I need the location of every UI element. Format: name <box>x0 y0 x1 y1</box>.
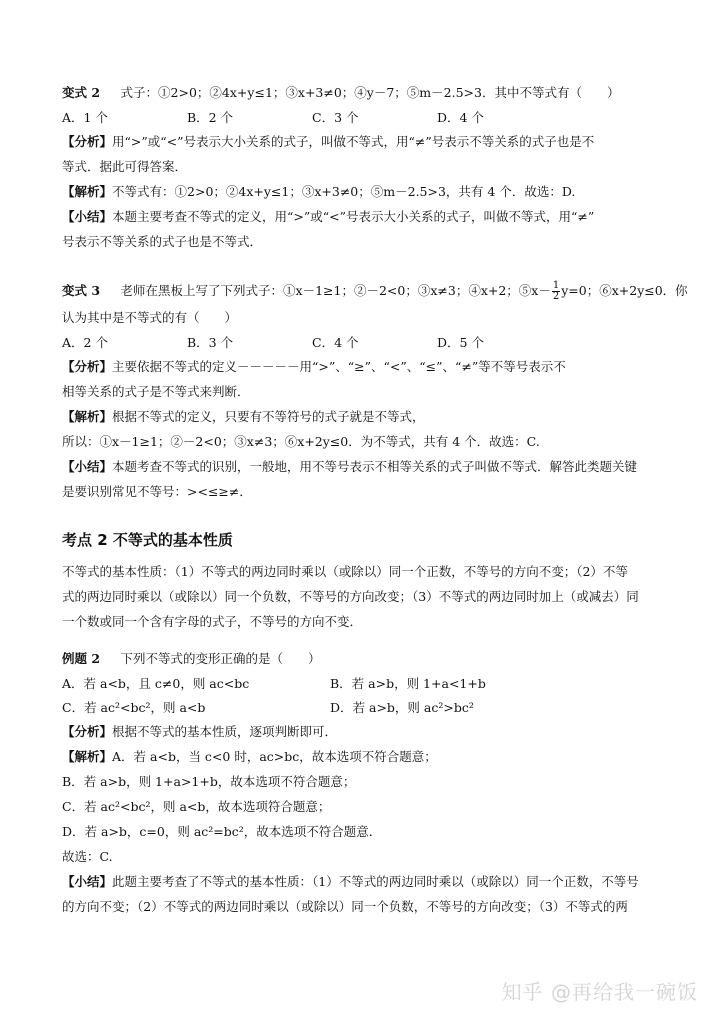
variant3-options <box>62 333 662 351</box>
analysis-tag: 【分析】 <box>62 724 113 739</box>
variant2-analysis-1: 用“>”或“<”号表示大小关系的式子，叫做不等式，用“≠”号表示不等关系的式子也是不 <box>112 134 595 149</box>
variant2-question-text: 式子：①2>0；②4x+y≤1；③x+3≠0；④y－7；⑤m－2.5>3．其中不等式有（ ） <box>120 85 620 100</box>
section-title: 考点 2 不等式的基本性质 <box>62 531 233 549</box>
variant2-option-a: A．1 个 <box>62 110 108 125</box>
variant2-option-c: C．3 个 <box>312 110 359 125</box>
variant3-summary <box>62 458 662 476</box>
example2-question-text: 下列不等式的变形正确的是（ ） <box>120 651 321 666</box>
analysis-tag: 【分析】 <box>62 359 113 374</box>
variant2-solution-text: 不等式有：①2>0；②4x+y≤1；③x+3≠0；⑤m－2.5>3，共有 4 个．故选：D. <box>112 184 576 199</box>
variant2-options <box>62 108 662 126</box>
fraction-denominator: 2 <box>552 291 560 302</box>
example2-choice: 故选：C. <box>62 849 113 864</box>
summary-tag: 【小结】 <box>62 874 113 889</box>
example2-question <box>62 650 662 668</box>
variant3-question-post: y=0；⑥x+2y≤0．你 <box>561 283 688 298</box>
solution-tag: 【解析】 <box>62 409 113 424</box>
example2-solution-d: D．若 a>b，c=0，则 ac²=bc²，故本选项不符合题意． <box>62 824 382 839</box>
variant3-solution-2: 所以：①x－1≥1；②－2<0；③x≠3；⑥x+2y≤0．为不等式，共有 4 个．故选：C. <box>62 434 540 449</box>
example2-summary-2: 的方向不变；（2）不等式的两边同时乘以（或除以）同一个负数，不等号的方向改变；（3）不等式的两 <box>62 899 628 914</box>
section-body-2: 式的两边同时乘以（或除以）同一个负数，不等号的方向改变；（3）不等式的两边同时加上（或减去）同 <box>62 589 639 604</box>
variant2-option-b: B．2 个 <box>187 110 234 125</box>
example2-option-c: C．若 ac²<bc²，则 a<b <box>62 700 206 715</box>
solution-tag: 【解析】 <box>62 749 113 764</box>
example2-summary-1: 此题主要考查了不等式的基本性质：（1）不等式的两边同时乘以（或除以）同一个正数，不等号 <box>112 874 639 889</box>
example2-analysis-text: 根据不等式的基本性质，逐项判断即可． <box>112 724 338 739</box>
analysis-tag: 【分析】 <box>62 134 113 149</box>
variant2-question <box>62 84 662 102</box>
variant3-option-d: D．5 个 <box>437 335 484 350</box>
solution-tag: 【解析】 <box>62 184 113 199</box>
variant3-option-a: A．2 个 <box>62 335 108 350</box>
variant3-question-2: 认为其中是不等式的有（ ） <box>62 310 238 325</box>
example2-option-b: B．若 a>b，则 1+a<1+b <box>330 676 486 691</box>
variant2-analysis <box>62 133 662 151</box>
example2-solution-c: C．若 ac²<bc²，则 a<b，故本选项符合题意； <box>62 799 331 814</box>
section-body-1: 不等式的基本性质：（1）不等式的两边同时乘以（或除以）同一个正数，不等号的方向不变；（2）不等 <box>62 564 628 579</box>
summary-tag: 【小结】 <box>62 459 113 474</box>
variant3-option-c: C．4 个 <box>312 335 359 350</box>
variant3-question <box>62 280 688 302</box>
variant2-summary <box>62 208 662 226</box>
watermark: 知乎 @再给我一碗饭 <box>501 980 698 1004</box>
section-body-3: 一个数或同一个含有字母的式子，不等号的方向不变． <box>62 614 363 629</box>
example2-option-a: A．若 a<b，且 c≠0，则 ac<bc <box>62 676 250 691</box>
variant2-solution <box>62 183 662 201</box>
variant3-option-b: B．3 个 <box>187 335 234 350</box>
example2-solution <box>62 748 662 766</box>
variant3-summary-2: 是要识别常见不等号：><≤≥≠． <box>62 484 252 499</box>
variant2-analysis-2: 等式．据此可得答案． <box>62 159 188 174</box>
example2-options-row2 <box>62 698 662 716</box>
variant3-title: 变式 3 <box>62 283 101 298</box>
variant3-analysis-1: 主要依据不等式的定义－－－－－用“>”、“≥”、“<”、“≤”、“≠”等不等号表示不 <box>112 359 566 374</box>
variant3-summary-1: 本题考查不等式的识别，一般地，用不等号表示不相等关系的式子叫做不等式．解答此类题关键 <box>112 459 638 474</box>
example2-analysis <box>62 723 662 741</box>
example2-option-d: D．若 a>b，则 ac²>bc² <box>330 700 474 715</box>
variant2-summary-2: 号表示不等关系的式子也是不等式． <box>62 234 263 249</box>
variant3-question-pre: 老师在黑板上写了下列式子：①x－1≥1；②－2<0；③x≠3；④x+2；⑤x－ <box>120 283 551 298</box>
variant3-solution-1: 根据不等式的定义，只要有不等符号的式子就是不等式， <box>112 409 425 424</box>
summary-tag: 【小结】 <box>62 209 113 224</box>
variant3-solution <box>62 408 662 426</box>
example2-options-row1 <box>62 674 662 692</box>
example2-summary <box>62 873 662 891</box>
variant2-title: 变式 2 <box>62 85 101 100</box>
example2-solution-b: B．若 a>b，则 1+a>1+b，故本选项不符合题意； <box>62 774 356 789</box>
variant2-summary-1: 本题主要考查不等式的定义，用“>”或“<”号表示大小关系的式子，叫做不等式，用“≠” <box>112 209 595 224</box>
variant2-option-d: D．4 个 <box>437 110 484 125</box>
variant3-analysis <box>62 358 662 376</box>
variant3-analysis-2: 相等关系的式子是不等式来判断． <box>62 384 250 399</box>
fraction <box>552 281 560 302</box>
document-page <box>62 84 688 916</box>
example2-solution-a: A．若 a<b，当 c<0 时，ac>bc，故本选项不符合题意； <box>112 749 437 764</box>
example2-title: 例题 2 <box>62 651 101 666</box>
fraction-numerator: 1 <box>552 280 560 291</box>
